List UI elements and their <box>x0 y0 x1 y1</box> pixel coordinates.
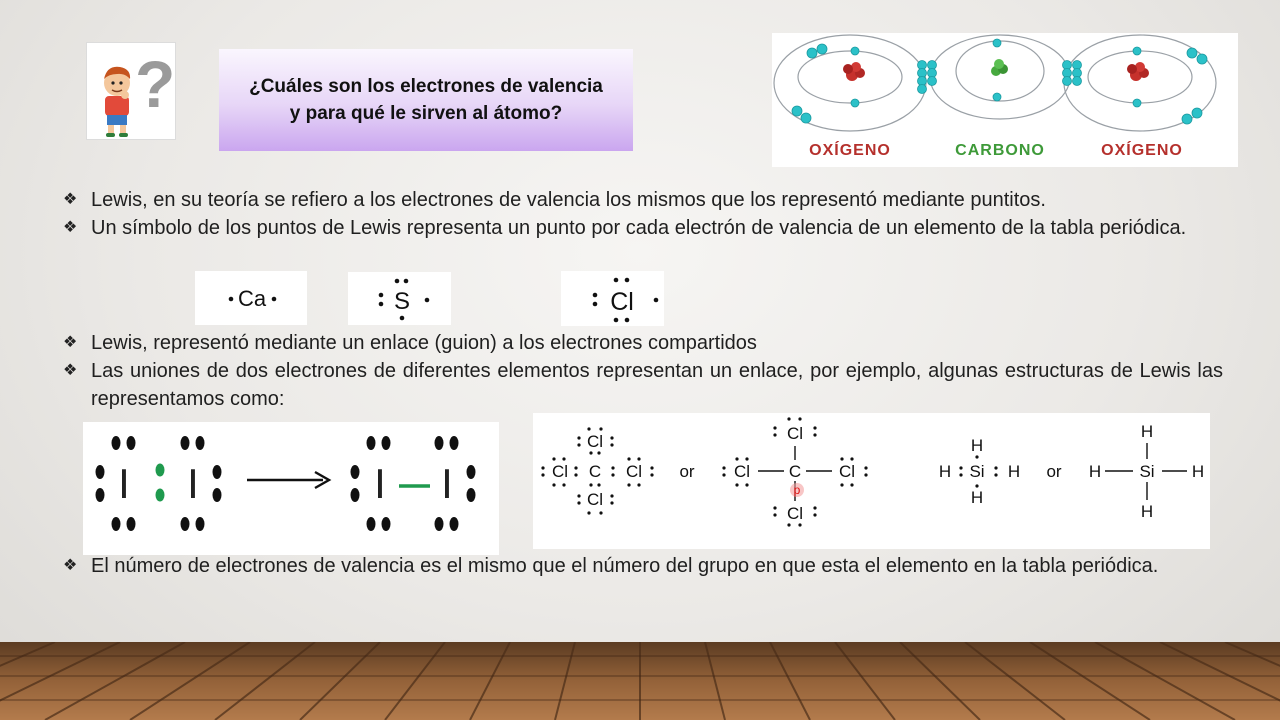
bullet-list-3 <box>62 552 1223 580</box>
h-label: H <box>1088 462 1102 481</box>
atom-label-carbon: CARBONO <box>955 142 1045 159</box>
oxygen-nucleus-left <box>843 62 865 81</box>
slide-title-line-1: ¿Cuáles son los electrones de valencia <box>249 76 603 97</box>
bullet-text: Las uniones de dos electrones de diferentes elementos representan un enlace, por ejemplo, algunas estructuras de Lewis las representamos como: <box>91 360 1223 410</box>
lewis-symbol-sulfur <box>348 272 451 325</box>
bullet-text: Lewis, en su teoría se refiero a los electrones de valencia los mismos que los representó mediante puntitos. <box>91 189 1046 211</box>
four-diamond-bullet-icon: ❖ <box>63 362 78 379</box>
si-label: Si <box>1139 462 1155 481</box>
or-label: or <box>1046 462 1062 481</box>
lewis-symbol-calcium <box>195 271 307 325</box>
bullet-item <box>62 329 1223 357</box>
lewis-symbol-s-text: S <box>393 288 411 315</box>
ccl4-dot-structure <box>541 427 653 514</box>
atom-label-oxygen-right: OXÍGENO <box>1101 142 1183 159</box>
iodine-atom-label: I <box>374 460 386 507</box>
sih4-line-structure <box>1089 422 1204 521</box>
four-diamond-bullet-icon: ❖ <box>63 334 78 351</box>
iodine-atom-label: I <box>118 460 130 507</box>
cl-label: Cl <box>625 462 643 481</box>
four-diamond-bullet-icon: ❖ <box>63 557 78 574</box>
h-label: H <box>1191 462 1205 481</box>
bullet-text: Lewis, representó mediante un enlace (guion) a los electrones compartidos <box>91 332 757 354</box>
h-label: H <box>1140 502 1154 521</box>
or-label: or <box>679 462 695 481</box>
lewis-symbol-ca-text: Ca <box>237 286 267 311</box>
bullet-item <box>62 552 1223 580</box>
cl-label: Cl <box>733 462 751 481</box>
h-label: H <box>970 436 984 455</box>
cl-label: Cl <box>786 424 804 443</box>
pointer-label: p <box>793 483 801 497</box>
cl-label: Cl <box>586 432 604 451</box>
wooden-floor-background <box>0 642 1280 720</box>
carbon-nucleus <box>991 59 1008 76</box>
oxygen-nucleus-right <box>1127 62 1149 81</box>
four-diamond-bullet-icon: ❖ <box>63 219 78 236</box>
c-label: C <box>788 462 802 481</box>
cl-label: Cl <box>786 504 804 523</box>
electron-dots <box>792 39 1207 124</box>
slide-title-box <box>219 49 633 151</box>
lewis-structures-ccl4-sih4 <box>533 413 1210 549</box>
si-label: Si <box>969 462 985 481</box>
lewis-symbol-cl-text: Cl <box>610 288 634 316</box>
iodine-atom-label: I <box>187 460 199 507</box>
c-label: C <box>588 462 602 481</box>
bullet-list-2 <box>62 329 1223 413</box>
bullet-item <box>62 214 1223 242</box>
atom-label-oxygen-left: OXÍGENO <box>809 142 891 159</box>
iodine-atom-label: I <box>441 460 453 507</box>
bullet-text: Un símbolo de los puntos de Lewis representa un punto por cada electrón de valencia de un elemento de la tabla periódica. <box>91 217 1187 239</box>
bullet-list-1 <box>62 186 1223 242</box>
cl-label: Cl <box>551 462 569 481</box>
reaction-arrow-icon <box>247 472 329 488</box>
bullet-item <box>62 186 1223 214</box>
h-label: H <box>1007 462 1021 481</box>
question-mark-icon: ? <box>135 47 176 121</box>
co2-atoms-diagram <box>772 33 1238 167</box>
thinking-child-image <box>86 42 176 140</box>
h-label: H <box>938 462 952 481</box>
h-label: H <box>1140 422 1154 441</box>
slide-title-line-2: y para qué le sirven al átomo? <box>289 103 563 124</box>
cl-label: Cl <box>586 490 604 509</box>
lewis-symbol-chlorine <box>561 271 664 326</box>
bullet-text: El número de electrones de valencia es el mismo que el número del grupo en que esta el elemento en la tabla periódica. <box>91 555 1159 577</box>
h-label: H <box>970 488 984 507</box>
four-diamond-bullet-icon: ❖ <box>63 191 78 208</box>
bullet-item <box>62 357 1223 413</box>
cl-label: Cl <box>838 462 856 481</box>
ccl4-line-structure <box>722 417 867 526</box>
sih4-dot-structure <box>939 436 1020 507</box>
iodine-bond-diagram <box>83 422 499 555</box>
